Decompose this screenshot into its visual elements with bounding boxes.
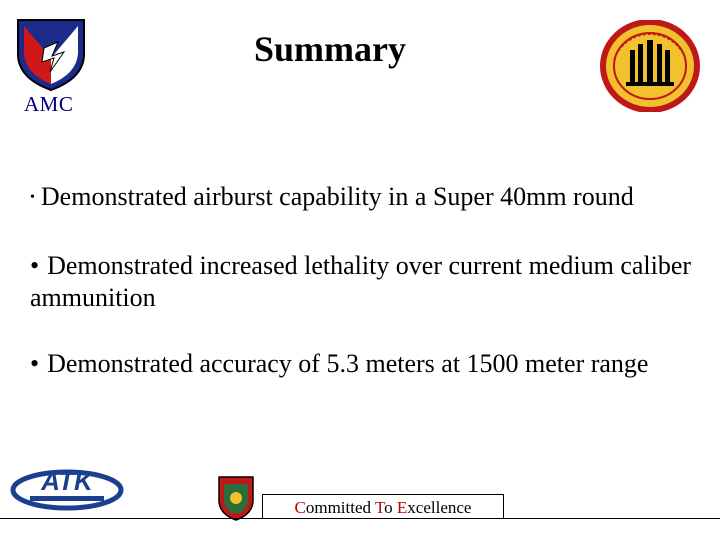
amc-shield-lightning-icon <box>14 14 88 92</box>
svg-text:ATK: ATK <box>41 466 93 496</box>
footer-divider <box>0 518 720 519</box>
bullet-text: Demonstrated increased lethality over current medium caliber ammunition <box>30 251 692 312</box>
bullet-item <box>30 348 700 380</box>
motto-initial: E <box>396 498 408 517</box>
bullet-text: Demonstrated airburst capability in a Super 40mm round <box>40 182 634 211</box>
motto-initial: T <box>374 498 385 517</box>
bullet-glyph: • <box>30 190 35 205</box>
bullet-item <box>30 250 700 314</box>
motto-text: o <box>384 498 397 517</box>
atk-logo-icon <box>10 460 124 512</box>
motto-banner <box>262 494 504 519</box>
bullet-text: Demonstrated accuracy of 5.3 meters at 1500 meter range <box>47 349 649 378</box>
amc-label: AMC <box>24 92 74 116</box>
bullet-glyph: • <box>30 349 40 378</box>
unit-shield-icon <box>216 474 256 522</box>
motto-initial: C <box>294 498 306 517</box>
motto-text: xcellence <box>407 498 472 517</box>
bullet-item <box>30 181 700 214</box>
motto-text: ommitted <box>305 498 375 517</box>
page-title: Summary <box>254 29 406 69</box>
bullet-glyph: • <box>30 251 40 280</box>
circular-seal-icon <box>600 20 700 112</box>
